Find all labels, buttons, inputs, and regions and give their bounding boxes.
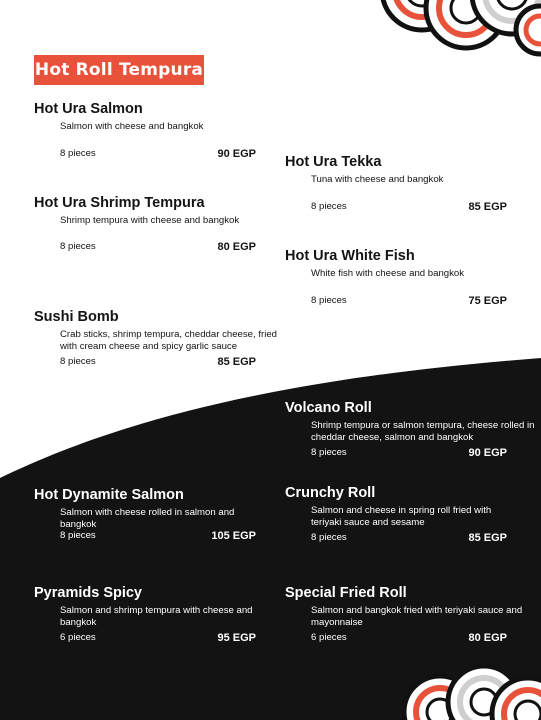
menu-item-sushi-bomb [34, 308, 284, 368]
menu-item-hot-ura-tekka [285, 153, 535, 213]
item-name: Hot Dynamite Salmon [34, 487, 184, 503]
item-meta [311, 532, 507, 544]
item-meta [60, 530, 256, 542]
item-name: Sushi Bomb [34, 309, 119, 325]
item-price: 85 EGP [468, 201, 507, 213]
item-price: 85 EGP [468, 532, 507, 544]
item-price: 80 EGP [217, 241, 256, 253]
item-price: 75 EGP [468, 295, 507, 307]
item-price: 80 EGP [468, 632, 507, 644]
item-price: 90 EGP [217, 148, 256, 160]
menu-item-hot-ura-white-fish [285, 247, 535, 307]
item-description: Salmon and cheese in spring roll fried with teriyaki sauce and sesame [311, 505, 492, 528]
item-description: Shrimp tempura with cheese and bangkok [60, 215, 240, 226]
item-pieces: 8 pieces [311, 532, 347, 543]
item-name: Hot Ura White Fish [285, 248, 415, 264]
section-title-badge [34, 55, 204, 85]
item-description: Shrimp tempura or salmon tempura, cheese rolled in cheddar cheese, salmon and bangkok [311, 420, 535, 443]
item-name: Hot Ura Shrimp Tempura [34, 195, 205, 211]
item-pieces: 8 pieces [60, 356, 96, 367]
item-name: Volcano Roll [285, 400, 372, 416]
item-name: Crunchy Roll [285, 485, 376, 501]
sushi-roll-decoration-top [380, 0, 541, 62]
menu-item-pyramids-spicy [34, 584, 284, 644]
item-description: Salmon with cheese rolled in salmon and bangkok [60, 507, 235, 530]
item-pieces: 8 pieces [60, 241, 96, 252]
item-pieces: 8 pieces [311, 447, 347, 458]
item-price: 85 EGP [217, 356, 256, 368]
item-description: Tuna with cheese and bangkok [311, 174, 444, 185]
section-title: Hot Roll Tempura [34, 60, 204, 80]
menu-item-hot-ura-salmon [34, 100, 284, 160]
menu-item-crunchy-roll [285, 484, 535, 544]
item-meta [60, 148, 256, 160]
item-meta [311, 632, 507, 644]
sushi-roll-decoration-bottom [400, 650, 541, 720]
item-meta [311, 295, 507, 307]
menu-item-hot-ura-shrimp-tempura [34, 194, 284, 253]
item-price: 90 EGP [468, 447, 507, 459]
item-name: Hot Ura Salmon [34, 101, 143, 117]
item-name: Hot Ura Tekka [285, 154, 382, 170]
item-pieces: 8 pieces [60, 530, 96, 541]
item-price: 95 EGP [217, 632, 256, 644]
item-description: Salmon with cheese and bangkok [60, 121, 204, 132]
item-pieces: 8 pieces [311, 201, 347, 212]
item-meta [60, 241, 256, 253]
item-description: Crab sticks, shrimp tempura, cheddar cheese, fried with cream cheese and spicy garlic sauce [60, 329, 278, 352]
item-price: 105 EGP [211, 530, 256, 542]
item-description: Salmon and shrimp tempura with cheese and bangkok [60, 605, 253, 628]
item-name: Pyramids Spicy [34, 585, 142, 601]
menu-item-special-fried-roll [285, 584, 535, 644]
menu-item-volcano-roll [285, 399, 535, 459]
item-pieces: 6 pieces [60, 632, 96, 643]
item-meta [60, 356, 256, 368]
item-pieces: 6 pieces [311, 632, 347, 643]
item-name: Special Fried Roll [285, 585, 407, 601]
item-meta [60, 632, 256, 644]
item-meta [311, 447, 507, 459]
item-description: Salmon and bangkok fried with teriyaki sauce and mayonnaise [311, 605, 523, 628]
item-description: White fish with cheese and bangkok [311, 268, 465, 279]
menu-item-hot-dynamite-salmon [34, 486, 284, 542]
item-pieces: 8 pieces [311, 295, 347, 306]
item-pieces: 8 pieces [60, 148, 96, 159]
item-meta [311, 201, 507, 213]
